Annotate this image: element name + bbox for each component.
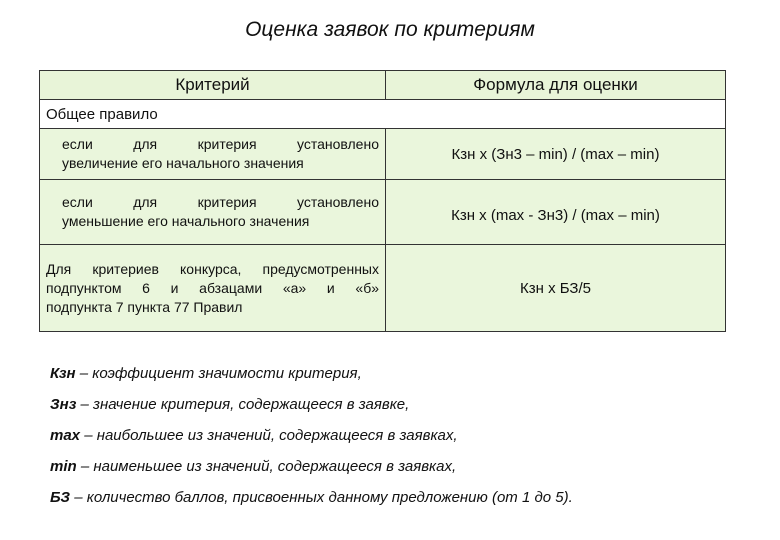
header-criterion: Критерий bbox=[40, 71, 386, 100]
legend-text: – коэффициент значимости критерия, bbox=[79, 365, 362, 382]
legend bbox=[50, 364, 750, 519]
criterion-cell bbox=[40, 245, 386, 332]
formula-cell: Кзн х (max - Зн3) / (max – min) bbox=[386, 180, 726, 245]
legend-item bbox=[50, 457, 750, 488]
criterion-line: уменьшение его начального значения bbox=[62, 213, 310, 229]
table-header-row bbox=[40, 71, 726, 100]
legend-item bbox=[50, 395, 750, 426]
table-row bbox=[40, 180, 726, 245]
legend-term: БЗ bbox=[50, 489, 71, 506]
section-row bbox=[40, 100, 726, 129]
criterion-line: если для критерия установлено bbox=[62, 136, 379, 152]
legend-term: Кзн bbox=[50, 365, 76, 382]
criterion-line: Для критериев конкурса, предусмотренных bbox=[46, 260, 379, 277]
table-row bbox=[40, 245, 726, 332]
criteria-table bbox=[39, 70, 726, 332]
legend-item bbox=[50, 426, 750, 457]
formula-cell: Кзн х (Зн3 – min) / (max – min) bbox=[386, 129, 726, 180]
legend-term: max bbox=[50, 427, 81, 444]
legend-text: – наименьшее из значений, содержащееся в заявках, bbox=[80, 458, 457, 475]
page-title: Оценка заявок по критериям bbox=[245, 18, 535, 41]
criterion-line: подпунктом 6 и абзацами «а» и «б» bbox=[46, 279, 379, 296]
legend-item bbox=[50, 488, 750, 519]
legend-text: – наибольшее из значений, содержащееся в заявках, bbox=[84, 427, 458, 444]
legend-text: – количество баллов, присвоенных данному предложению (от 1 до 5). bbox=[74, 489, 573, 506]
formula-cell: Кзн х БЗ/5 bbox=[386, 245, 726, 332]
criterion-line: подпункта 7 пункта 77 Правил bbox=[46, 298, 243, 315]
legend-text: – значение критерия, содержащееся в заявке, bbox=[80, 396, 410, 413]
legend-term: Знз bbox=[50, 396, 77, 413]
criterion-cell bbox=[40, 129, 386, 180]
legend-term: min bbox=[50, 458, 77, 475]
criterion-line: увеличение его начального значения bbox=[62, 155, 304, 171]
criterion-line: если для критерия установлено bbox=[62, 194, 379, 210]
table-row bbox=[40, 129, 726, 180]
header-formula: Формула для оценки bbox=[386, 71, 726, 100]
criterion-cell bbox=[40, 180, 386, 245]
legend-item bbox=[50, 364, 750, 395]
section-label: Общее правило bbox=[40, 100, 726, 129]
